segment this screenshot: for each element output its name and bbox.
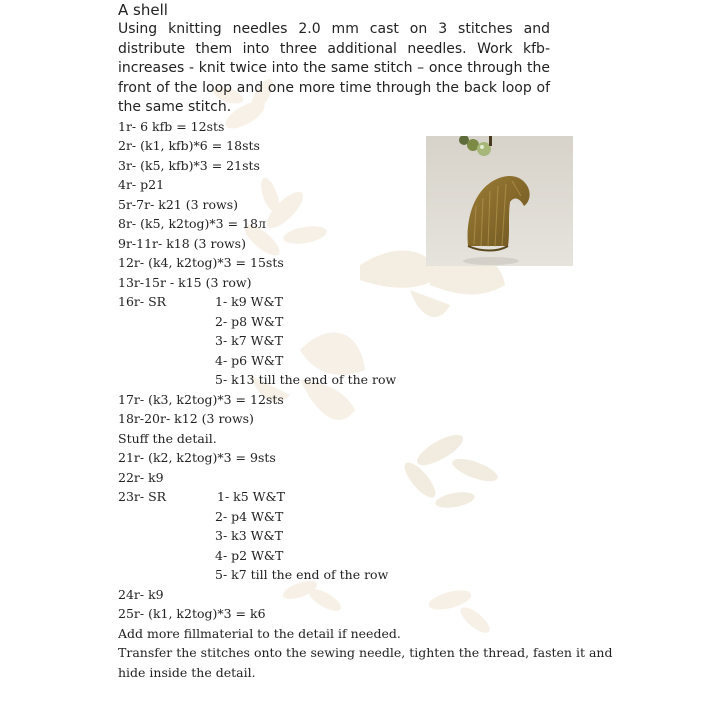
pattern-row: Stuff the detail.: [118, 431, 217, 446]
short-row-step: 4- p6 W&T: [215, 353, 284, 368]
short-row-step: 1- k9 W&T: [215, 294, 283, 309]
pattern-row: Add more fillmaterial to the detail if needed.: [118, 626, 401, 641]
pattern-row: 21r- (k2, k2tog)*3 = 9sts: [118, 450, 276, 465]
page-title: A shell: [118, 1, 168, 19]
pattern-row: 23r- SR: [118, 489, 167, 504]
pattern-row: 22r- k9: [118, 470, 164, 485]
pattern-row: 4r- p21: [118, 177, 165, 192]
pattern-row: 9r-11r- k18 (3 rows): [118, 236, 246, 251]
short-row-step: 1- k5 W&T: [217, 489, 285, 504]
pattern-row: 25r- (k1, k2tog)*3 = k6: [118, 606, 266, 621]
short-row-step: 2- p8 W&T: [215, 314, 284, 329]
short-row-step: 2- p4 W&T: [215, 509, 284, 524]
pattern-row: 17r- (k3, k2tog)*3 = 12sts: [118, 392, 284, 407]
photo-illustration: [426, 136, 573, 266]
short-row-step: 4- p2 W&T: [215, 548, 284, 563]
pattern-row: 1r- 6 kfb = 12sts: [118, 119, 225, 134]
pattern-row: 12r- (k4, k2tog)*3 = 15sts: [118, 255, 284, 270]
intro-paragraph: Using knitting needles 2.0 mm cast on 3 stitches and distribute them into three additional needles. Work kfb-increases - knit twice into the same stitch – once through the front of the loop and one more time through the back loop of the same stitch.: [118, 21, 550, 116]
pattern-row: 13r-15r - k15 (3 row): [118, 275, 252, 290]
leaf-sprig-right: [400, 429, 501, 510]
short-row-step: 5- k7 till the end of the row: [215, 567, 389, 582]
pattern-row: 8r- (k5, k2tog)*3 = 18л: [118, 216, 266, 231]
pattern-row: 18r-20r- k12 (3 rows): [118, 411, 254, 426]
short-row-step: 5- k13 till the end of the row: [215, 372, 397, 387]
pattern-row: 5r-7r- k21 (3 rows): [118, 197, 239, 212]
knitted-shell-photo: [426, 136, 573, 266]
pattern-row: hide inside the detail.: [118, 665, 256, 680]
short-row-step: 3- k3 W&T: [215, 528, 283, 543]
pattern-row: 24r- k9: [118, 587, 164, 602]
pattern-row: 2r- (k1, kfb)*6 = 18sts: [118, 138, 260, 153]
pattern-row: 16r- SR: [118, 294, 167, 309]
short-row-step: 3- k7 W&T: [215, 333, 283, 348]
pattern-row: Transfer the stitches onto the sewing needle, tighten the thread, fasten it and: [118, 645, 613, 660]
pattern-row: 3r- (k5, kfb)*3 = 21sts: [118, 158, 260, 173]
